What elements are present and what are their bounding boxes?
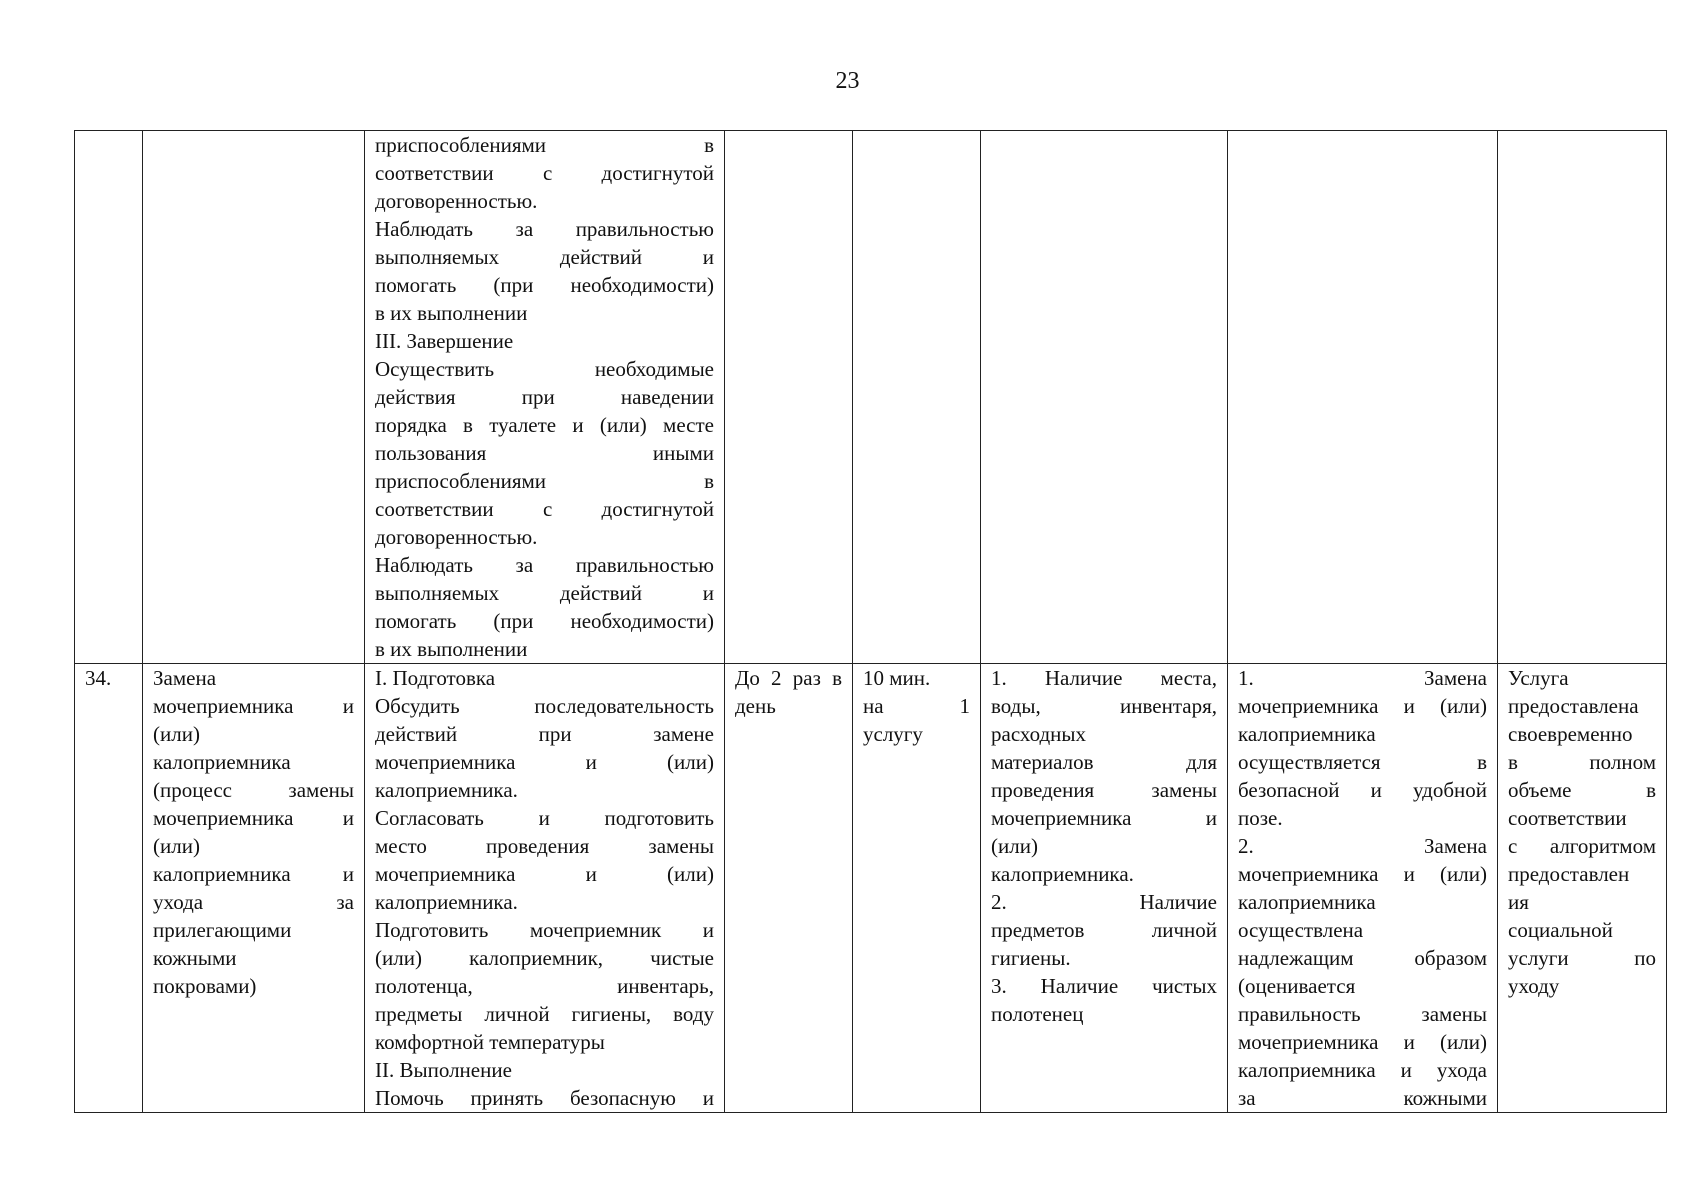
text-line: Услуга xyxy=(1508,666,1569,690)
text-line: соответствии с достигнутой xyxy=(375,497,714,521)
text-line: 1. Замена xyxy=(1238,666,1487,690)
text-line: калоприемника. xyxy=(375,890,518,914)
page-number: 23 xyxy=(835,68,860,94)
text-line: прилегающими xyxy=(153,918,292,942)
text-line: правильность замены xyxy=(1238,1002,1487,1026)
text-line: комфортной температуры xyxy=(375,1030,605,1054)
cell-quality xyxy=(1228,131,1498,664)
text-line: (или) xyxy=(153,834,200,858)
text-line: Осуществить необходимые xyxy=(375,357,714,381)
text-line: приспособлениями в xyxy=(375,469,714,493)
text-line: III. Завершение xyxy=(375,329,514,353)
text-line: мочеприемника и (или) xyxy=(375,750,714,774)
cell-result xyxy=(1498,131,1667,664)
text-line: ухода за xyxy=(153,890,354,914)
cell-number xyxy=(75,131,143,664)
text-line: Наблюдать за правильностью xyxy=(375,553,714,577)
text-line: действий при замене xyxy=(375,722,714,746)
text-line: помогать (при необходимости) xyxy=(375,609,714,633)
text-line: предметы личной гигиены, воду xyxy=(375,1002,714,1026)
text-line: мочеприемника и xyxy=(153,806,354,830)
text-line: воды, инвентаря, xyxy=(991,694,1217,718)
text-line: мочеприемника и xyxy=(153,694,354,718)
text-line: калоприемника xyxy=(153,750,291,774)
text-line: в полном xyxy=(1508,750,1656,774)
text-line: полотенца, инвентарь, xyxy=(375,974,714,998)
text-line: выполняемых действий и xyxy=(375,581,714,605)
cell-service-name xyxy=(143,664,365,1113)
text-line: Наблюдать за правильностью xyxy=(375,217,714,241)
text-line: уходу xyxy=(1508,974,1560,998)
text-line: гигиены. xyxy=(991,946,1071,970)
text-line: порядка в туалете и (или) месте xyxy=(375,413,714,437)
text-line: день xyxy=(735,694,776,718)
table-row-continuation xyxy=(75,131,1667,664)
cell-number xyxy=(75,664,143,1113)
cell-time xyxy=(853,664,981,1113)
cell-conditions xyxy=(981,664,1228,1113)
cell-frequency xyxy=(725,664,853,1113)
text-line: калоприемника xyxy=(1238,890,1376,914)
text-line: объеме в xyxy=(1508,778,1656,802)
text-line: ия xyxy=(1508,890,1529,914)
text-line: безопасной и удобной xyxy=(1238,778,1487,802)
text-line: действия при наведении xyxy=(375,385,714,409)
text-line: Подготовить мочеприемник и xyxy=(375,918,714,942)
text-line: социальной xyxy=(1508,918,1613,942)
cell-quality xyxy=(1228,664,1498,1113)
text-line: мочеприемника и (или) xyxy=(1238,1030,1487,1054)
text-line: 3. Наличие чистых xyxy=(991,974,1217,998)
text-line: 10 мин. xyxy=(863,666,931,690)
text-line: помогать (при необходимости) xyxy=(375,273,714,297)
text-line: материалов для xyxy=(991,750,1217,774)
cell-frequency xyxy=(725,131,853,664)
text-line: осуществлена xyxy=(1238,918,1364,942)
text-line: 2. Наличие xyxy=(991,890,1217,914)
text-line: (оценивается xyxy=(1238,974,1356,998)
text-line: в их выполнении xyxy=(375,301,528,325)
text-line: предоставлен xyxy=(1508,862,1630,886)
text-line: (или) xyxy=(991,834,1038,858)
text-line: (или) xyxy=(153,722,200,746)
text-line: калоприемника. xyxy=(991,862,1134,886)
services-table xyxy=(74,130,1667,1113)
text-line: проведения замены xyxy=(991,778,1217,802)
text-line: с алгоритмом xyxy=(1508,834,1656,858)
text-line: соответствии с достигнутой xyxy=(375,161,714,185)
text-line: место проведения замены xyxy=(375,834,714,858)
text-line: осуществляется в xyxy=(1238,750,1487,774)
text-line: калоприемника и ухода xyxy=(1238,1058,1487,1082)
cell-time xyxy=(853,131,981,664)
text-line: своевременно xyxy=(1508,722,1633,746)
table-row-34 xyxy=(75,664,1667,1113)
cell-conditions xyxy=(981,131,1228,664)
text-line: предметов личной xyxy=(991,918,1217,942)
cell-procedure xyxy=(365,664,725,1113)
cell-result xyxy=(1498,664,1667,1113)
text-line: Помочь принять безопасную и xyxy=(375,1086,714,1110)
text-line: калоприемника xyxy=(1238,722,1376,746)
text-line: II. Выполнение xyxy=(375,1058,512,1082)
text-line: До 2 раз в xyxy=(735,666,842,690)
text-line: калоприемника и xyxy=(153,862,354,886)
text-line: мочеприемника и (или) xyxy=(375,862,714,886)
text-line: 1. Наличие места, xyxy=(991,666,1217,690)
text-line: Замена xyxy=(153,666,217,690)
text-line: кожными xyxy=(153,946,237,970)
text-line: за кожными xyxy=(1238,1086,1487,1110)
text-line: Обсудить последовательность xyxy=(375,694,714,718)
text-line: Согласовать и подготовить xyxy=(375,806,714,830)
text-line: полотенец xyxy=(991,1002,1084,1026)
text-line: услуги по xyxy=(1508,946,1656,970)
text-line: 2. Замена xyxy=(1238,834,1487,858)
text-line: приспособлениями в xyxy=(375,133,714,157)
text-line: мочеприемника и (или) xyxy=(1238,862,1487,886)
text-line: предоставлена xyxy=(1508,694,1639,718)
text-line: калоприемника. xyxy=(375,778,518,802)
text-line: I. Подготовка xyxy=(375,666,496,690)
text-line: договоренностью. xyxy=(375,525,538,549)
text-line: договоренностью. xyxy=(375,189,538,213)
row-number: 34. xyxy=(85,666,112,690)
text-line: мочеприемника и (или) xyxy=(1238,694,1487,718)
text-line: соответствии xyxy=(1508,806,1627,830)
text-line: надлежащим образом xyxy=(1238,946,1487,970)
cell-service-name xyxy=(143,131,365,664)
text-line: (или) калоприемник, чистые xyxy=(375,946,714,970)
text-line: услугу xyxy=(863,722,923,746)
text-line: пользования иными xyxy=(375,441,714,465)
text-line: покровами) xyxy=(153,974,257,998)
text-line: позе. xyxy=(1238,806,1283,830)
text-line: мочеприемника и xyxy=(991,806,1217,830)
cell-procedure xyxy=(365,131,725,664)
text-line: в их выполнении xyxy=(375,637,528,661)
text-line: расходных xyxy=(991,722,1086,746)
text-line: на 1 xyxy=(863,694,970,718)
text-line: (процесс замены xyxy=(153,778,354,802)
text-line: выполняемых действий и xyxy=(375,245,714,269)
